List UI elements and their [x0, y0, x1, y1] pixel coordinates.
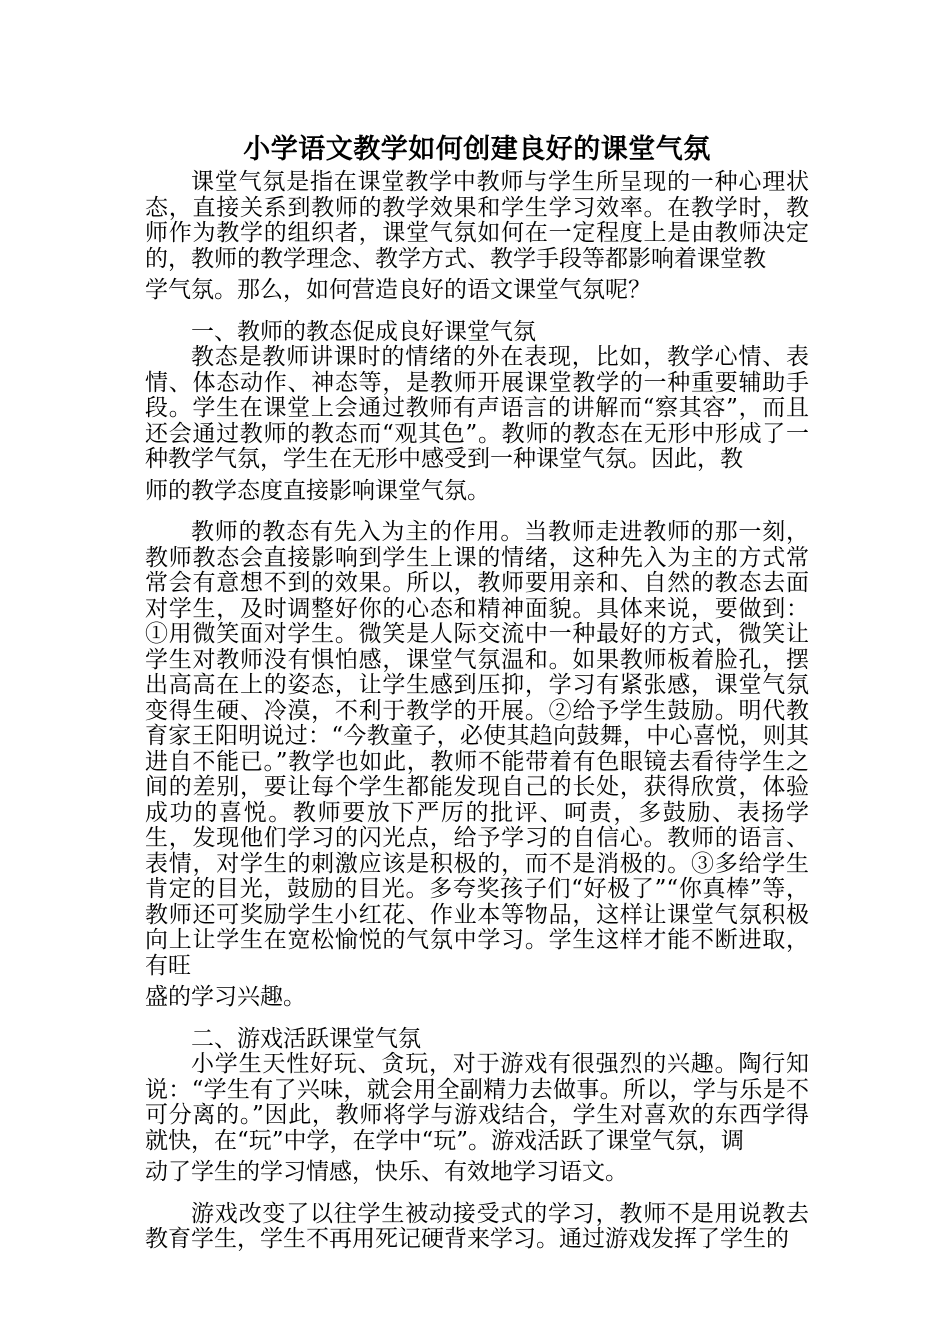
section-1-paragraph-2-body: 教师的教态有先入为主的作用。当教师走进教师的那一刻，教师教态会直接影响到学生上课的情绪，这种先入为主的方式常常会有意想不到的效果。所以，教师要用亲和、自然的教态去面对学生，及时调整好你的心态和精神面貌。具体来说，要做到：①用微笑面对学生。微笑是人际交流中一种最好的方式，微笑让学生对教师没有惧怕感，课堂气氛温和。如果教师板着脸孔，摆出高高在上的姿态，让学生感到压抑，学习有紧张感，课堂气氛变得生硬、冷漠，不利于教学的开展。②给予学生鼓励。明代教育家王阳明说过：“今教童子，必使其趋向鼓舞，中心喜悦，则其进自不能已。”教学也如此，教师不能带着有色眼镜去看待学生之间的差别，要让每个学生都能发现自己的长处，获得欣赏，体验成功的喜悦。教师要放下严厉的批评、呵责，多鼓励、表扬学生，发现他们学习的闪光点，给予学习的自信心。教师的语言、表情，对学生的刺激应该是积极的，而不是消极的。③多给学生肯定的目光，鼓励的目光。多夸奖孩子们“好极了”“你真棒”等，教师还可奖励学生小红花、作业本等物品，这样让课堂气氛积极向上让学生在宽松愉悦的气氛中学习。学生这样才能不断进取，有旺: [145, 519, 809, 979]
section-1-heading: 一、教师的教态促成良好课堂气氛: [191, 318, 536, 345]
section-1-paragraph-1-tail: 师的教学态度直接影响课堂气氛。: [145, 477, 490, 504]
section-1-paragraph-1: [145, 345, 809, 504]
section-2-paragraph-1-tail: 动了学生的学习情感，快乐、有效地学习语文。: [145, 1159, 628, 1185]
section-2-paragraph-1-body: 小学生天性好玩、贪玩，对于游戏有很强烈的兴趣。陶行知说：“学生有了兴味，就会用全副精力去做事。所以，学与乐是不可分离的。”因此，教师将学与游戏结合，学生对喜欢的东西学得就快，在“玩”中学，在学中“玩”。游戏活跃了课堂气氛，调: [145, 1051, 809, 1154]
intro-paragraph: [145, 170, 809, 304]
section-2-paragraph-2: 游戏改变了以往学生被动接受式的学习，教师不是用说教去教育学生，学生不再用死记硬背来学习。通过游戏发挥了学生的: [145, 1200, 809, 1252]
section-1-paragraph-2-tail: 盛的学习兴趣。: [145, 984, 306, 1010]
section-1-paragraph-2: [145, 520, 809, 1011]
section-2-paragraph-1: [145, 1052, 809, 1186]
document-title: 小学语文教学如何创建良好的课堂气氛: [243, 134, 711, 165]
section-2-heading: 二、游戏活跃课堂气氛: [191, 1025, 421, 1052]
intro-body: 课堂气氛是指在课堂教学中教师与学生所呈现的一种心理状态，直接关系到教师的教学效果和学生学习效率。在教学时，教师作为教学的组织者，课堂气氛如何在一定程度上是由教师决定的，教师的教学理念、教学方式、教学手段等都影响着课堂教: [145, 169, 809, 272]
intro-tail: 学气氛。那么，如何营造良好的语文课堂气氛呢？: [145, 277, 651, 303]
document-page: [145, 130, 809, 1253]
section-1-paragraph-1-body: 教态是教师讲课时的情绪的外在表现，比如，教学心情、表情、体态动作、神态等，是教师开展课堂教学的一种重要辅助手段。学生在课堂上会通过教师有声语言的讲解而“察其容”，而且还会通过教师的教态而“观其色”。教师的教态在无形中形成了一种教学气氛，学生在无形中感受到一种课堂气氛。因此，教: [145, 344, 809, 472]
